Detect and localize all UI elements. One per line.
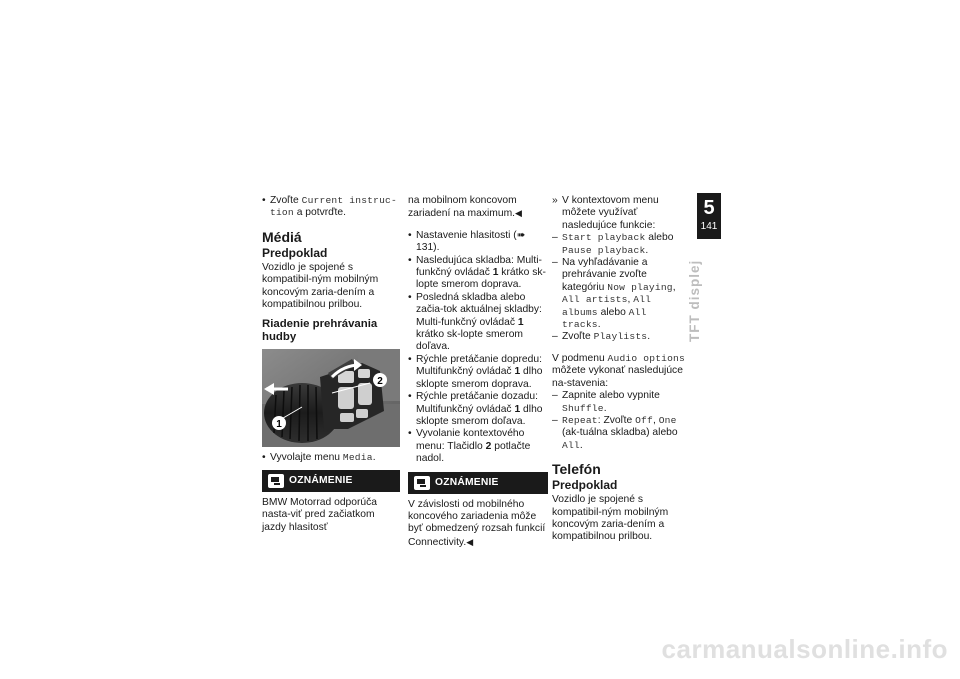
bullet-rewind: • Rýchle pretáčanie dozadu: Multifunkčný ovládač 1 dlho sklopte smerom doľava. xyxy=(408,391,548,428)
heading-predpoklad: Predpoklad xyxy=(262,245,328,260)
end-mark-icon: ◀ xyxy=(466,536,474,547)
option-playlists: – Zvoľte Playlists. xyxy=(552,331,690,343)
heading-telefon: Telefón xyxy=(552,461,601,478)
bullet-context-menu: • Vyvolanie kontextového menu: Tlačidlo 2 potlačte nadol. xyxy=(408,428,548,465)
heading-music-control: Riadenie prehrávania hudby xyxy=(262,318,378,344)
bullet-select-current-instruction: • Zvoľte Current instruc-tion a potvrďte. xyxy=(262,195,400,220)
photo-callout-2: 2 xyxy=(377,375,383,387)
notice-icon xyxy=(414,476,430,490)
page-number: 141 xyxy=(700,221,718,232)
watermark: carmanualsonline.info xyxy=(661,634,948,664)
bullet-previous-track: • Posledná skladba alebo začia-tok aktuálnej skladby: Multi-funkčný ovládač 1 krátko sk-lopte smerom doľava. xyxy=(408,292,548,354)
paragraph-connectivity-notice: V závislosti od mobilného koncového zariadenia môže byť obmedzený rozsah funkcií Connectivity.◀ xyxy=(408,498,546,548)
handlebar-control-photo xyxy=(262,349,400,447)
photo-callout-1: 1 xyxy=(276,418,282,430)
paragraph-audio-options: V podmenu Audio options môžete vykonať nasledujúce na-stavenia: xyxy=(552,352,685,389)
bullet-next-track: • Nasledujúca skladba: Multi-funkčný ovládač 1 krátko sk-lopte smerom doprava. xyxy=(408,255,548,292)
column-1 xyxy=(262,195,400,534)
chapter-title: TFT displej xyxy=(687,259,702,342)
paragraph-continued: na mobilnom koncovom zariadení na maximum.◀ xyxy=(408,195,522,220)
column-2 xyxy=(408,195,548,549)
paragraph-predpoklad: Vozidlo je spojené s kompatibil-ným mobilným koncovým zaria-dením a kompatibilnou prilbou. xyxy=(262,261,379,311)
step-context-menu: » V kontextovom menu môžete využívať nasledujúce funkcie: xyxy=(552,195,690,232)
column-3 xyxy=(552,195,690,544)
bullet-volume: • Nastavenie hlasitosti (➠ 131). xyxy=(408,230,548,255)
option-repeat: – Repeat: Zvoľte Off, One (ak-tuálna skladba) alebo All. xyxy=(552,415,690,452)
notice-box: OZNÁMENIE xyxy=(408,472,548,494)
notice-box: OZNÁMENIE xyxy=(262,470,400,492)
bullet-open-media-menu: • Vyvolajte menu Media. xyxy=(262,452,400,464)
bullet-fast-forward: • Rýchle pretáčanie dopredu: Multifunkčný ovládač 1 dlho sklopte smerom doprava. xyxy=(408,354,548,391)
option-category: – Na vyhľadávanie a prehrávanie zvoľte kategóriu Now playing, All artists, All albums alebo All tracks. xyxy=(552,257,690,331)
chapter-tab xyxy=(697,193,721,239)
notice-icon xyxy=(268,474,284,488)
paragraph-predpoklad: Vozidlo je spojené s kompatibil-ným mobilným koncovým zaria-dením a kompatibilnou prilbou. xyxy=(552,494,669,543)
paragraph-bmw-recommendation: BMW Motorrad odporúča nasta-viť pred začiatkom jazdy hlasitosť xyxy=(262,497,378,533)
heading-predpoklad: Predpoklad xyxy=(552,478,618,493)
end-mark-icon: ◀ xyxy=(515,208,522,219)
option-shuffle: – Zapnite alebo vypnite Shuffle. xyxy=(552,390,690,415)
heading-media: Médiá xyxy=(262,228,302,245)
option-playback: – Start playback alebo Pause playback. xyxy=(552,232,690,257)
chapter-number: 5 xyxy=(703,197,715,219)
